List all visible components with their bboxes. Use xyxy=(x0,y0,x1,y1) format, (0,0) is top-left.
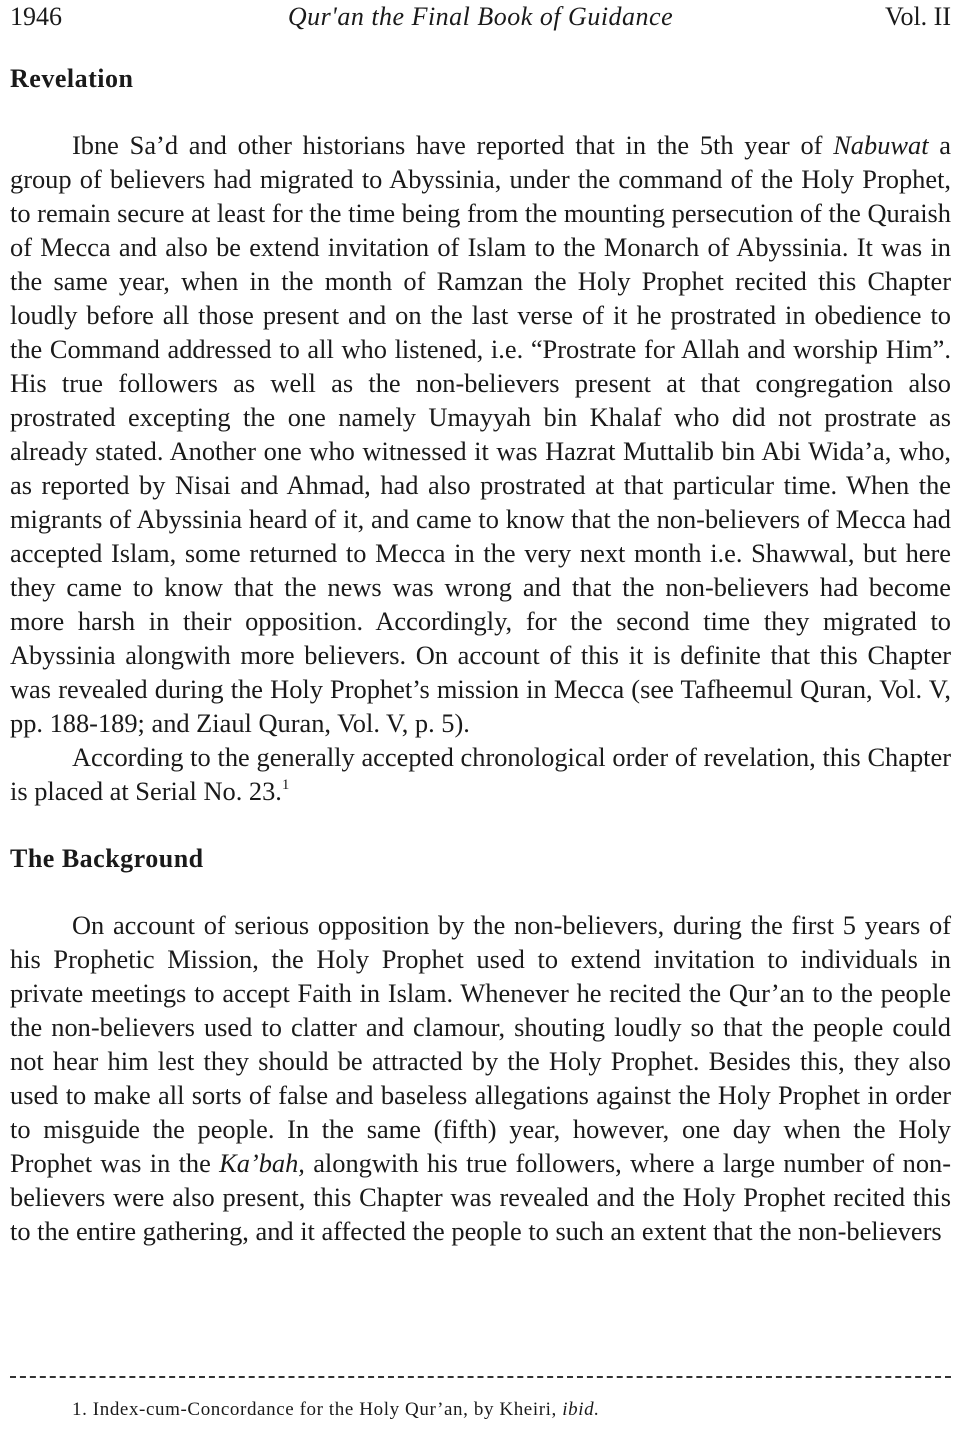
section-heading-background: The Background xyxy=(10,844,204,873)
revelation-paragraph-2: According to the generally accepted chronological order of revelation, this Chapter is placed at Serial No. 23.$^1$ xyxy=(10,742,951,806)
page-number: 1946 xyxy=(10,2,62,31)
revelation-paragraph-1: Ibne Sa’d and other historians have reported that in the 5th year of Nabuwat a group of believers had migrated to Abyssinia, under the command of the Holy Prophet, to remain secure at least for the time being from the mounting persecution of the Quraish of Mecca and also be extend invitation of Islam to the Monarch of Abyssinia. It was in the same year, when in the month of Ramzan the Holy Prophet recited this Chapter loudly before all those present and on the last verse of it he prostrated in obedience to the Command addressed to all who listened, i.e. “Prostrate for Allah and worship Him”. His true followers as well as the non-believers present at that congregation also prostrated excepting the one namely Umayyah bin Khalaf who did not prostrate as already stated. Another one who witnessed it was Hazrat Muttalib bin Abi Wida’a, who, as reported by Nisai and Ahmad, had also prostrated at that particular time. When the migrants of Abyssinia heard of it, and came to know that the non-believers of Mecca had accepted Islam, some returned to Mecca in the very next month i.e. Shawwal, but here they came to know that the news was wrong and that the non-believers had become more harsh in their opposition. Accordingly, for the second time they migrated to Abyssinia alongwith more believers. On account of this it is definite that this Chapter was revealed during the Holy Prophet’s mission in Mecca (see Tafheemul Quran, Vol. V, pp. 188-189; and Ziaul Quran, Vol. V, p. 5). xyxy=(10,130,951,738)
page xyxy=(10,0,951,1248)
background-paragraph-1: On account of serious opposition by the non-believers, during the first 5 years of his Prophetic Mission, the Holy Prophet used to extend invitation to individuals in private meetings to accept Faith in Islam. Whenever he recited the Qur’an to the people the non-believers used to clatter and clamour, shouting loudly so that the people could not hear him lest they should be attracted by the Holy Prophet. Besides this, they also used to make all sorts of false and baseless allegations against the Holy Prophet in order to misguide the people. In the same (fifth) year, however, one day when the Holy Prophet was in the Ka’bah, alongwith his true followers, where a large number of non-believers were also present, this Chapter was revealed and the Holy Prophet recited this to the entire gathering, and it affected the people to such an extent that the non-believers xyxy=(10,910,951,1246)
footnote-reference[interactable]: 1 xyxy=(281,777,290,793)
section-heading-revelation: Revelation xyxy=(10,64,134,93)
running-head xyxy=(10,0,951,40)
volume-label: Vol. II xyxy=(885,2,951,31)
footnote: 1. Index-cum-Concordance for the Holy Qur’an, by Kheiri, ibid. xyxy=(72,1399,600,1420)
footnote-divider xyxy=(10,1376,951,1378)
book-title: Qur'an the Final Book of Guidance xyxy=(287,2,674,31)
